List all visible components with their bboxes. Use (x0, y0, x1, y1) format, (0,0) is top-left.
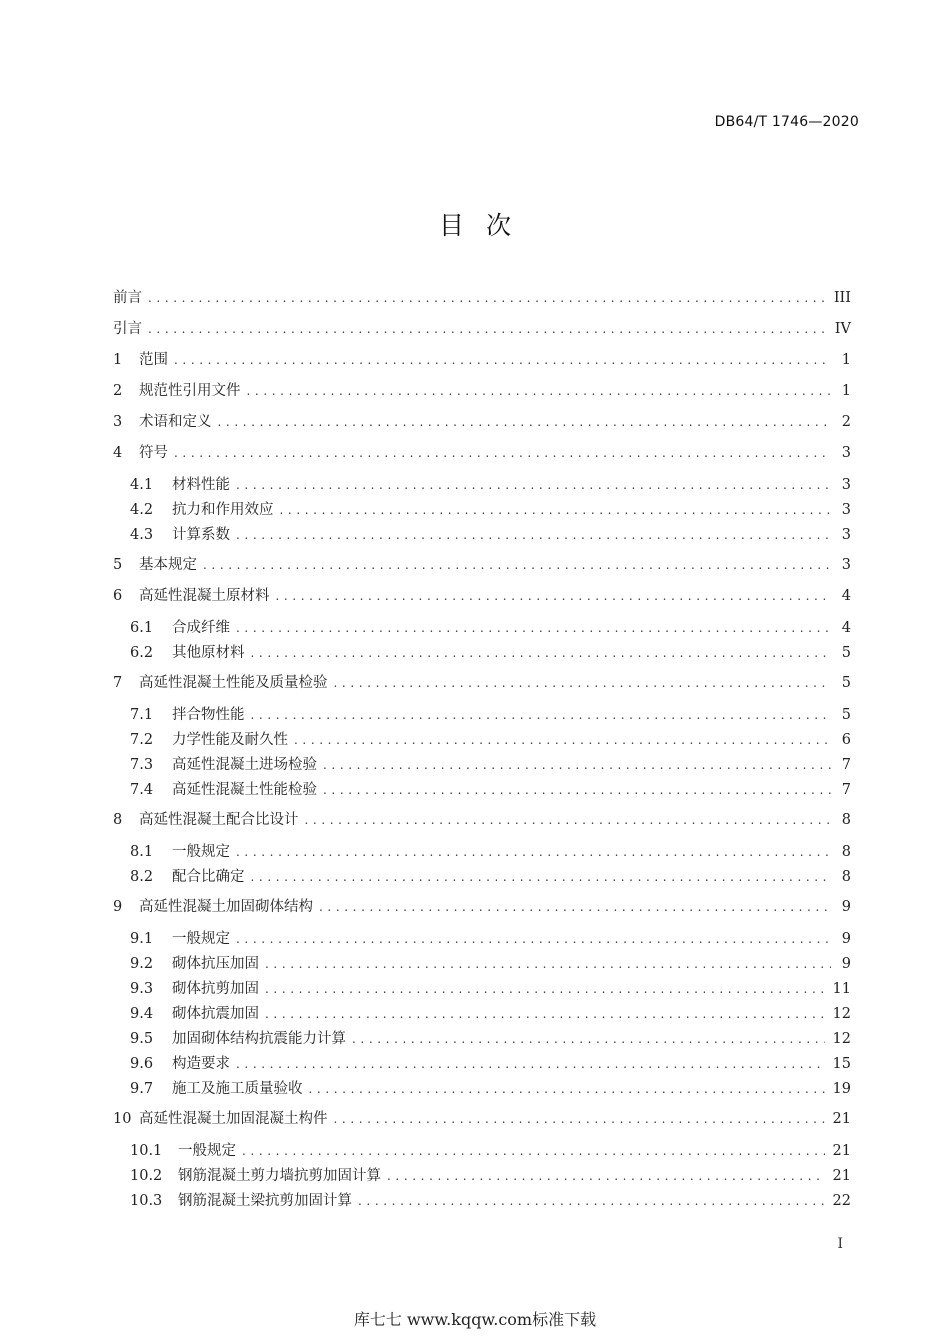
toc-dot-leader (236, 473, 831, 498)
toc-entry[interactable] (113, 585, 851, 616)
toc-entry-title: 构造要求 (172, 1056, 230, 1072)
toc-entry-title: 高延性混凝土加固砌体结构 (139, 899, 313, 915)
toc-dot-leader (265, 977, 825, 1002)
toc-entry-title: 范围 (139, 352, 168, 368)
toc-entry-number: 2 (113, 383, 123, 399)
toc-entry-number: 7.3 (130, 757, 154, 773)
toc-entry-page: 15 (832, 1056, 851, 1072)
toc-entry[interactable] (113, 1027, 851, 1052)
toc-entry[interactable] (113, 840, 851, 865)
toc-entry[interactable] (113, 977, 851, 1002)
toc-dot-leader (334, 672, 832, 695)
toc-entry-title: 加固砌体结构抗震能力计算 (172, 1031, 346, 1047)
toc-entry-number: 7.2 (130, 732, 154, 748)
toc-entry[interactable] (113, 1164, 851, 1189)
toc-entry-page: 3 (841, 445, 851, 461)
toc-entry-title: 施工及施工质量验收 (172, 1081, 303, 1097)
toc-entry-number: 8.2 (130, 869, 154, 885)
toc-entry[interactable] (113, 1077, 851, 1102)
toc-entry-number: 4 (113, 445, 123, 461)
toc-entry-number: 4.2 (130, 502, 154, 518)
toc-entry-number: 5 (113, 557, 123, 573)
toc-entry-title: 力学性能及耐久性 (172, 732, 288, 748)
watermark-text: 库七七 www.kqqw.com标准下载 (353, 1310, 597, 1329)
toc-entry[interactable] (113, 703, 851, 728)
toc-dot-leader (334, 1108, 825, 1131)
toc-dot-leader (265, 1002, 825, 1027)
toc-entry-title: 砌体抗压加固 (172, 956, 259, 972)
toc-entry[interactable] (113, 753, 851, 778)
toc-entry-number: 9.2 (130, 956, 154, 972)
toc-entry-title: 规范性引用文件 (139, 383, 241, 399)
toc-entry-number: 9 (113, 899, 123, 915)
toc-entry-title: 前言 (113, 290, 142, 306)
toc-entry-page: 4 (841, 588, 851, 604)
page-number: I (837, 1236, 843, 1252)
toc-entry-title: 配合比确定 (172, 869, 245, 885)
toc-dot-leader (174, 349, 831, 372)
toc-entry-title: 术语和定义 (139, 414, 212, 430)
toc-entry[interactable] (113, 896, 851, 927)
toc-dot-leader (236, 927, 831, 952)
toc-dot-leader (280, 498, 832, 523)
toc-entry[interactable] (113, 1052, 851, 1077)
toc-dot-leader (236, 1052, 825, 1077)
toc-entry-title: 一般规定 (172, 931, 230, 947)
toc-entry-page: 3 (841, 527, 851, 543)
toc-entry[interactable] (113, 287, 851, 318)
toc-entry-number: 7.4 (130, 782, 154, 798)
toc-entry-page: 5 (841, 645, 851, 661)
toc-entry-page: 21 (832, 1143, 851, 1159)
toc-entry-number: 10.3 (130, 1193, 163, 1209)
toc-entry[interactable] (113, 411, 851, 442)
toc-dot-leader (251, 865, 832, 890)
toc-entry-title: 材料性能 (172, 477, 230, 493)
toc-entry-page: 1 (841, 352, 851, 368)
toc-entry[interactable] (113, 1108, 851, 1139)
toc-entry-title: 砌体抗震加固 (172, 1006, 259, 1022)
toc-entry-page: III (833, 290, 851, 306)
toc-entry-page: 8 (841, 869, 851, 885)
toc-dot-leader (236, 840, 831, 865)
toc-dot-leader (265, 952, 831, 977)
toc-entry-page: 3 (841, 502, 851, 518)
toc-entry[interactable] (113, 809, 851, 840)
toc-entry-number: 9.3 (130, 981, 154, 997)
toc-entry-page: 7 (841, 757, 851, 773)
toc-entry-title: 高延性混凝土性能检验 (172, 782, 317, 798)
toc-entry-number: 10.1 (130, 1143, 163, 1159)
toc-entry-number: 3 (113, 414, 123, 430)
toc-entry[interactable] (113, 1139, 851, 1164)
toc-dot-leader (203, 554, 831, 577)
toc-dot-leader (319, 896, 831, 919)
toc-entry-page: 5 (841, 675, 851, 691)
toc-dot-leader (251, 641, 832, 666)
toc-entry[interactable] (113, 349, 851, 380)
toc-dot-leader (352, 1027, 825, 1052)
toc-entry-title: 符号 (139, 445, 168, 461)
toc-entry-number: 8 (113, 812, 123, 828)
toc-entry[interactable] (113, 380, 851, 411)
toc-entry[interactable] (113, 318, 851, 349)
toc-dot-leader (294, 728, 831, 753)
toc-entry-number: 8.1 (130, 844, 154, 860)
toc-title: 目次 (438, 211, 533, 240)
toc-entry-number: 7 (113, 675, 123, 691)
toc-entry-page: 8 (841, 812, 851, 828)
toc-dot-leader (305, 809, 832, 832)
toc-entry-page: 11 (832, 981, 851, 997)
toc-dot-leader (236, 616, 831, 641)
toc-entry-page: 7 (841, 782, 851, 798)
toc-entry-number: 9.6 (130, 1056, 154, 1072)
toc-entry-page: 3 (841, 477, 851, 493)
toc-entry-title: 合成纤维 (172, 620, 230, 636)
toc-entry-number: 6.1 (130, 620, 154, 636)
toc-dot-leader (323, 778, 831, 803)
toc-entry-title: 引言 (113, 321, 142, 337)
toc-entry-page: 8 (841, 844, 851, 860)
toc-entry-number: 6 (113, 588, 123, 604)
toc-entry-title: 高延性混凝土配合比设计 (139, 812, 299, 828)
toc-entry-page: 6 (841, 732, 851, 748)
toc-entry[interactable] (113, 616, 851, 641)
toc-entry-number: 4.1 (130, 477, 154, 493)
toc-entry-title: 一般规定 (172, 844, 230, 860)
toc-entry-number: 9.1 (130, 931, 154, 947)
toc-dot-leader (251, 703, 832, 728)
toc-entry-title: 砌体抗剪加固 (172, 981, 259, 997)
toc-dot-leader (276, 585, 832, 608)
toc-entry[interactable] (113, 554, 851, 585)
toc-entry-number: 7.1 (130, 707, 154, 723)
toc-entry-page: 4 (841, 620, 851, 636)
toc-entry[interactable] (113, 523, 851, 548)
toc-entry[interactable] (113, 728, 851, 753)
toc-entry-title: 高延性混凝土性能及质量检验 (139, 675, 328, 691)
toc-entry-number: 6.2 (130, 645, 154, 661)
toc-entry-number: 9.4 (130, 1006, 154, 1022)
toc-dot-leader (148, 287, 826, 310)
toc-entry-title: 一般规定 (178, 1143, 236, 1159)
toc-entry[interactable] (113, 1189, 851, 1214)
toc-dot-leader (247, 380, 832, 403)
toc-entry[interactable] (113, 641, 851, 666)
toc-entry-page: 2 (841, 414, 851, 430)
toc-dot-leader (218, 411, 832, 434)
toc-entry-page: 12 (832, 1006, 851, 1022)
toc-dot-leader (174, 442, 831, 465)
toc-entry-number: 10 (113, 1111, 132, 1127)
toc-entry-page: 9 (841, 956, 851, 972)
toc-entry-number: 9.7 (130, 1081, 154, 1097)
toc-entry-page: 9 (841, 899, 851, 915)
toc-entry-title: 抗力和作用效应 (172, 502, 274, 518)
toc-entry-page: 12 (832, 1031, 851, 1047)
toc-dot-leader (358, 1189, 825, 1214)
toc-entry-page: 21 (832, 1168, 851, 1184)
toc-entry[interactable] (113, 952, 851, 977)
toc-entry-title: 高延性混凝土进场检验 (172, 757, 317, 773)
toc-entry-page: 1 (841, 383, 851, 399)
toc-entry-page: 3 (841, 557, 851, 573)
toc-entry-number: 1 (113, 352, 123, 368)
toc-entry-number: 4.3 (130, 527, 154, 543)
toc-entry[interactable] (113, 927, 851, 952)
toc-entry[interactable] (113, 498, 851, 523)
toc-entry-page: 22 (832, 1193, 851, 1209)
toc-dot-leader (242, 1139, 825, 1164)
toc-entry[interactable] (113, 865, 851, 890)
toc-entry-page: 9 (841, 931, 851, 947)
toc-entry-page: 21 (832, 1111, 851, 1127)
toc-entry-title: 钢筋混凝土梁抗剪加固计算 (178, 1193, 352, 1209)
toc-dot-leader (236, 523, 831, 548)
toc-entry-title: 其他原材料 (172, 645, 245, 661)
toc-entry-title: 基本规定 (139, 557, 197, 573)
table-of-contents (113, 287, 851, 1214)
toc-entry[interactable] (113, 442, 851, 473)
toc-entry-title: 高延性混凝土加固混凝土构件 (139, 1111, 328, 1127)
toc-entry-number: 9.5 (130, 1031, 154, 1047)
toc-dot-leader (387, 1164, 825, 1189)
toc-entry-title: 拌合物性能 (172, 707, 245, 723)
toc-dot-leader (323, 753, 831, 778)
toc-entry-page: 5 (841, 707, 851, 723)
toc-dot-leader (148, 318, 827, 341)
toc-dot-leader (309, 1077, 825, 1102)
toc-entry[interactable] (113, 473, 851, 498)
toc-entry-page: 19 (832, 1081, 851, 1097)
toc-entry-title: 钢筋混凝土剪力墙抗剪加固计算 (178, 1168, 381, 1184)
toc-entry[interactable] (113, 1002, 851, 1027)
toc-entry-number: 10.2 (130, 1168, 163, 1184)
document-code: DB64/T 1746—2020 (714, 114, 859, 130)
toc-entry-page: IV (834, 321, 851, 337)
toc-entry[interactable] (113, 778, 851, 803)
toc-entry[interactable] (113, 672, 851, 703)
toc-entry-title: 高延性混凝土原材料 (139, 588, 270, 604)
toc-entry-title: 计算系数 (172, 527, 230, 543)
